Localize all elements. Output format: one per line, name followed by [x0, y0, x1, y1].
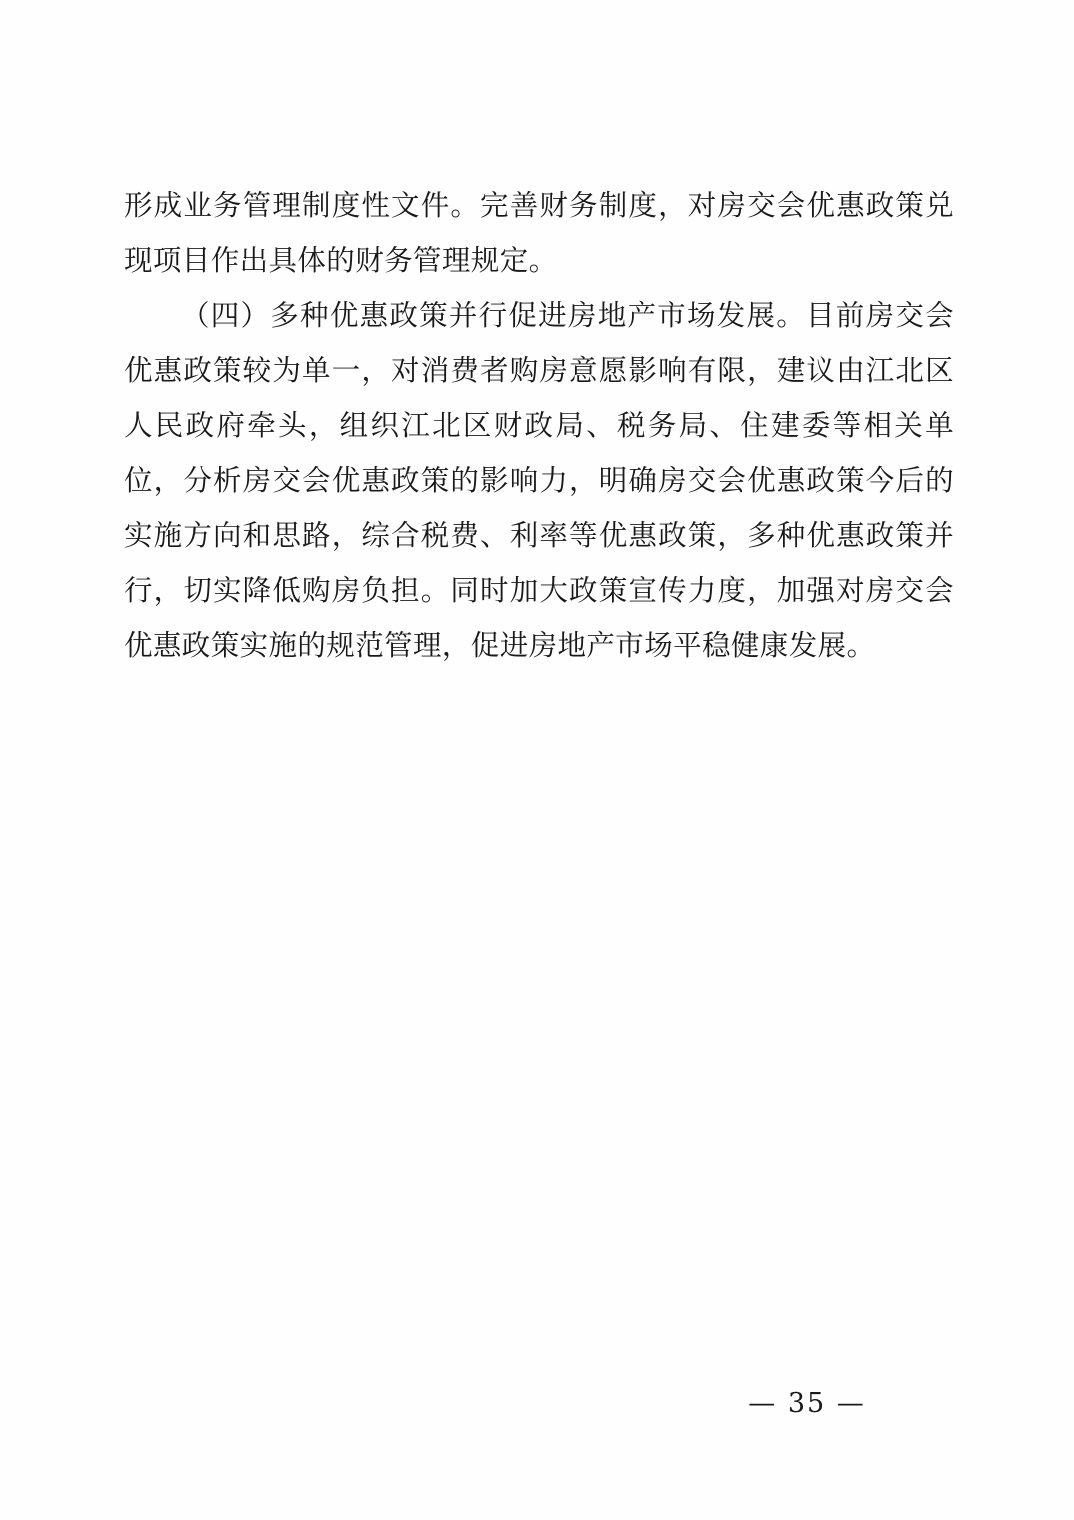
document-body	[124, 178, 954, 673]
page-footer	[0, 1388, 1074, 1419]
paragraph-section-four: （四）多种优惠政策并行促进房地产市场发展。目前房交会优惠政策较为单一，对消费者购房意愿影响有限，建议由江北区人民政府牵头，组织江北区财政局、税务局、住建委等相关单位，分析房交会优惠政策的影响力，明确房交会优惠政策今后的 实施方向和思路，综合税费、利率等优惠政策，多种优惠政策并行，切实降低购房负担。同时加大政策宣传力度，加强对房交会优惠政策实施的规范管理，促进房地产市场平稳健康发展。	[124, 299, 954, 662]
page-number: — 35 —	[748, 1388, 866, 1419]
paragraph-continuation: 形成业务管理制度性文件。完善财务制度，对房交会优惠政策兑现项目作出具体的财务管理规定。	[124, 189, 954, 277]
